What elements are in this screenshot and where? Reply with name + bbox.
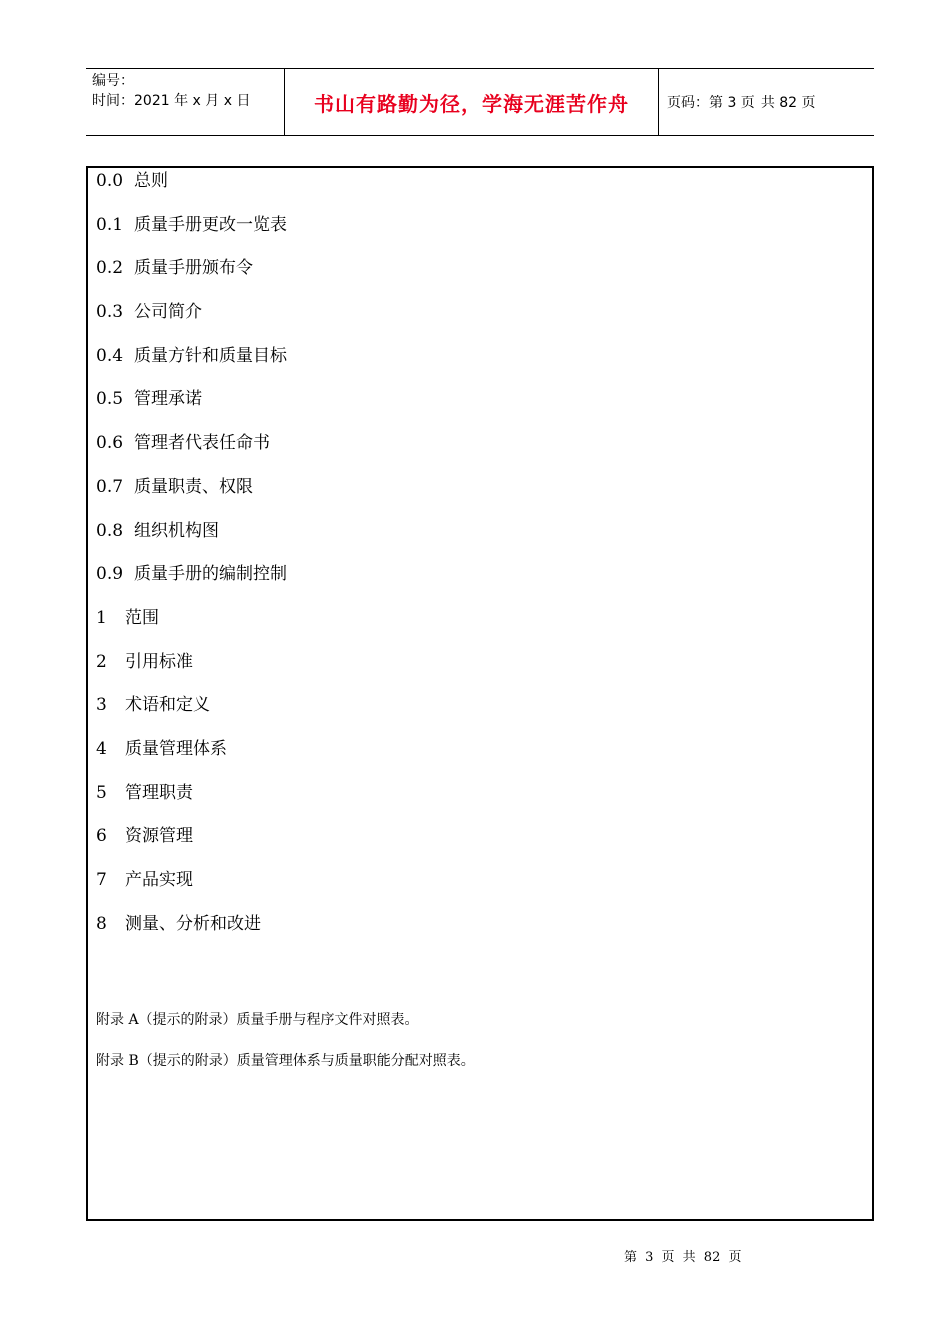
toc-entry xyxy=(96,561,287,605)
toc-entry-number: 3 xyxy=(96,695,107,716)
toc-entry-number: 0.3 xyxy=(96,302,124,323)
appendix-list xyxy=(96,1010,475,1092)
header-meta xyxy=(86,69,285,135)
toc-entry-title: 范围 xyxy=(125,607,159,628)
toc-entry xyxy=(96,474,287,518)
toc-entry-number: 0.6 xyxy=(96,433,124,454)
toc-entry-number: 1 xyxy=(96,607,107,628)
toc-entry-title: 质量手册更改一览表 xyxy=(134,214,287,235)
toc-entry-title: 质量方针和质量目标 xyxy=(134,345,287,366)
toc-entry-title: 管理职责 xyxy=(125,782,193,803)
document-header xyxy=(86,68,874,136)
table-of-contents-frame xyxy=(86,166,874,1221)
toc-entry-number: 0.5 xyxy=(96,389,124,410)
toc-entry xyxy=(96,823,287,867)
page-number-label: 页码：第 3 页 xyxy=(667,95,755,111)
toc-entry-title: 术语和定义 xyxy=(125,695,210,716)
toc-entry-title: 质量手册颁布令 xyxy=(134,258,253,279)
toc-entry-title: 测量、分析和改进 xyxy=(125,913,261,934)
toc-entry xyxy=(96,255,287,299)
page-footer: 第 3 页 共 82 页 xyxy=(624,1250,742,1265)
appendix-b: 附录 B（提示的附录）质量管理体系与质量职能分配对照表。 xyxy=(96,1053,475,1069)
toc-entry xyxy=(96,299,287,343)
toc-entry-number: 5 xyxy=(96,782,107,803)
toc-entry xyxy=(96,867,287,911)
table-of-contents xyxy=(96,168,287,954)
toc-entry-title: 管理者代表任命书 xyxy=(134,433,270,454)
toc-entry-number: 6 xyxy=(96,826,107,847)
toc-entry xyxy=(96,518,287,562)
toc-entry-title: 产品实现 xyxy=(125,870,193,890)
toc-entry-title: 组织机构图 xyxy=(134,520,219,541)
toc-entry xyxy=(96,692,287,736)
toc-entry-title: 管理承诺 xyxy=(134,389,202,410)
header-motto-cell xyxy=(285,69,659,135)
toc-entry-number: 0.7 xyxy=(96,476,124,497)
toc-entry-number: 0.0 xyxy=(96,171,124,191)
toc-entry-number: 0.2 xyxy=(96,258,124,279)
document-number-label: 编号： xyxy=(92,73,134,89)
toc-entry xyxy=(96,605,287,649)
toc-entry xyxy=(96,911,287,955)
toc-entry xyxy=(96,430,287,474)
toc-entry xyxy=(96,212,287,256)
toc-entry-number: 7 xyxy=(96,870,107,890)
toc-entry-number: 2 xyxy=(96,651,107,672)
toc-entry-number: 8 xyxy=(96,913,107,934)
toc-entry-title: 引用标准 xyxy=(125,651,193,672)
toc-entry xyxy=(96,168,287,212)
document-date: 时间：2021 年 x 月 x 日 xyxy=(92,93,251,109)
page-total-label: 共 82 页 xyxy=(760,95,816,111)
header-motto: 书山有路勤为径，学海无涯苦作舟 xyxy=(314,91,629,116)
header-page-info xyxy=(659,69,874,135)
toc-entry xyxy=(96,649,287,693)
toc-entry-number: 0.1 xyxy=(96,214,124,235)
toc-entry-number: 0.4 xyxy=(96,345,124,366)
toc-entry-title: 总则 xyxy=(134,171,168,191)
toc-entry-title: 质量职责、权限 xyxy=(134,476,253,497)
toc-entry xyxy=(96,736,287,780)
toc-entry-title: 质量手册的编制控制 xyxy=(134,564,287,585)
toc-entry xyxy=(96,780,287,824)
toc-entry-number: 4 xyxy=(96,738,107,759)
toc-entry-number: 0.8 xyxy=(96,520,124,541)
toc-entry xyxy=(96,343,287,387)
toc-entry-number: 0.9 xyxy=(96,564,124,585)
toc-entry-title: 质量管理体系 xyxy=(125,738,227,759)
appendix-a: 附录 A（提示的附录）质量手册与程序文件对照表。 xyxy=(96,1012,419,1028)
toc-entry xyxy=(96,386,287,430)
toc-entry-title: 资源管理 xyxy=(125,826,193,847)
toc-entry-title: 公司简介 xyxy=(134,302,202,323)
